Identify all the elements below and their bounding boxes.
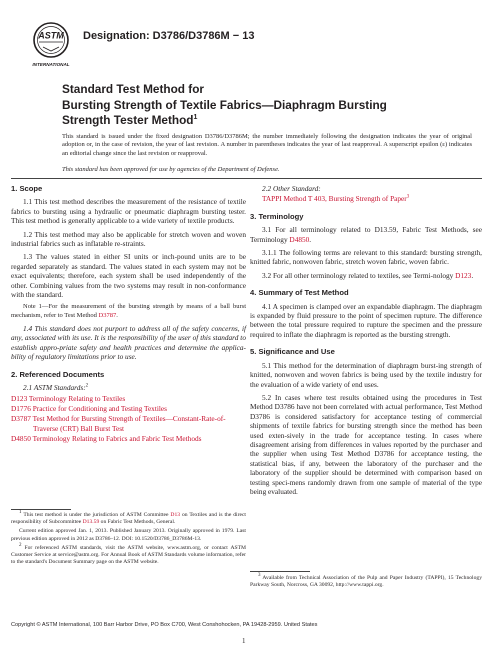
copyright-notice: Copyright © ASTM International, 100 Barr Harbor Drive, PO Box C700, West Conshohocken, PA 19428-2959. United States [11,622,318,628]
section-summary-heading: 4. Summary of Test Method [250,288,349,298]
ref-item-d3787[interactable]: D3787 Test Method for Bursting Strength of Textiles—Constant-Rate-of-Traverse (CRT) Ball Burst Test [11,414,226,433]
para-4-1: 4.1 A specimen is clamped over an expandable diaphragm. The diaphragm is expanded by fluid pressure to the point of specimen rupture. The difference between the total pressure required to rupture the specimen and the pressure required to inflate the diaphragm is reported as the bursting strength. [250,301,482,339]
section-scope-heading: 1. Scope [11,184,43,193]
title-line-3: Strength Tester Method$^1$ [62,113,198,127]
title-line-2: Bursting Strength of Textile Fabrics—Diaphragm Bursting [62,97,387,112]
document-title [62,82,482,129]
para-3-1-1: 3.1.1 The following terms are relevant to this standard: bursting strength, knitted fabric, nonwoven fabric, stretch woven fabric, woven fabric. [250,248,482,267]
other-standard-label: 2.2 Other Standard: [262,184,321,193]
para-5-2: 5.2 In cases where test results obtained using the procedures in Test Method D3786 have not been correlated with actual performance, Test Method D3786 is considered satisfactory for acceptance testing of commercial shipments of textile fabrics for bursting strength since the method has been used exten-sively in the trade for acceptance testing. In cases where disagreement arising from differences in values reported by the purchaser and the supplier when using Test Method D3786 for acceptance testing, the statistical bias, if any, between the laboratory of the purchaser and the laboratory of the supplier should be determined with comparison based on testing speci-mens randomly drawn from one sample of material of the type being evaluated. [250,392,482,496]
footnote-1: $^1$ This test method is under the jurisdiction of ASTM Committee D13 on Textiles and is the direct responsibility of Subcommittee D13.59 on Fabric Test Methods, General. [11,510,246,526]
footnotes-left [11,512,246,568]
ref-link-d3787[interactable]: D3787 [98,311,117,319]
para-3-2: 3.2 For all other terminology related to textiles, see Termi-nology D123. [262,270,474,280]
footnote-2: $^2$ For referenced ASTM standards, visit the ASTM website, www.astm.org, or contact ASTM Customer Service at service@astm.org. For Annual Book of ASTM Standards volume information, refer to the standard's Document Summary page on the ASTM website. [11,542,247,566]
title-footnote-mark: 1 [193,114,198,122]
designation: Designation: D3786/D3786M − 13 [83,30,255,42]
ref-item-d123[interactable]: D123 Terminology Relating to Textiles [11,393,126,403]
section-terminology-heading: 3. Terminology [250,211,304,221]
svg-text:ASTM: ASTM [38,30,64,41]
ref-item-d4850[interactable]: D4850 Terminology Relating to Fabrics and Fabric Test Methods [11,434,202,444]
page-number: 1 [242,637,246,645]
astm-logo [29,20,73,70]
footnotes-right [250,575,482,589]
footnote-rule-right [250,571,310,572]
tappi-reference[interactable]: TAPPI Method T 403, Bursting Strength of Paper$^3$ [262,194,410,204]
header-rule [11,178,482,179]
section-significance-heading: 5. Significance and Use [250,347,335,357]
section-referenced-heading: 2. Referenced Documents [11,369,105,379]
svg-text:INTERNATIONAL: INTERNATIONAL [32,62,70,67]
footnote-3: $^3$ Available from Technical Association of the Pulp and Paper Industry (TAPPI), 15 Technology Parkway South, Norcross, GA 30092, http://www.tappi.org. [250,573,483,589]
para-5-1: 5.1 This method for the determination of diaphragm burst-ing strength of knitted, nonwoven and woven fabrics is being used by the textile industry for the evaluation of a wide variety of end uses. [250,360,482,389]
para-1-1: 1.1 This test method describes the measurement of the resistance of textile fabrics to bursting using a hydraulic or pneumatic diaphragm bursting tester. This test method is generally applicable to a wide variety of textile products. [11,197,246,226]
dod-approval: This standard has been approved for use by agencies of the Department of Defense. [62,166,280,173]
astm-standards-label: 2.1 ASTM Standards:$^2$ [23,383,89,393]
ref-link-d4850[interactable]: D4850 [289,234,310,244]
ref-link-d123[interactable]: D123 [455,270,472,280]
footnote-1-edition: Current edition approved Jan. 1, 2013. Published January 2013. Originally approved in 1979. Last previous edition approved in 2012 as D3786–12. DOI: 10.1520/D3786_D3786M-13. [11,528,246,542]
ref-item-d1776[interactable]: D1776 Practice for Conditioning and Testing Textiles [11,403,167,413]
para-3-1: 3.1 For all terminology related to D13.59, Fabric Test Methods, see Terminology D4850. [250,225,482,244]
para-1-2: 1.2 This test method may also be applicable for stretch woven and woven industrial fabrics such as inflatable re-straints. [11,229,246,249]
note-1: Note 1—For the measurement of the bursting strength by means of a ball burst mechanism, refer to Test Method D3787. [11,303,246,319]
issuance-statement: This standard is issued under the fixed designation D3786/D3786M; the number immediately following the designation indicates the year of original adoption or, in the case of revision, the year of last revision. A number in parentheses indicates the year of last reapproval. A superscript epsilon (ε) indicates an editorial change since the last revision or reapproval. [62,133,472,157]
title-line-1: Standard Test Method for [62,82,205,96]
para-1-3: 1.3 The values stated in either SI units or inch-pound units are to be regarded separately as standard. The values stated in each system may not be exact equivalents; therefore, each system shall be used independently of the other. Combining values from the two systems may result in non-conformance with the standard. [11,252,246,300]
left-column [11,184,246,445]
para-1-4: 1.4 This standard does not purport to address all of the safety concerns, if any, associated with its use. It is the responsibility of the user of this standard to establish appro-priate safety and health practices and determine the applica-bility of regulatory limitations prior to use. [11,324,246,362]
right-column [250,184,482,500]
